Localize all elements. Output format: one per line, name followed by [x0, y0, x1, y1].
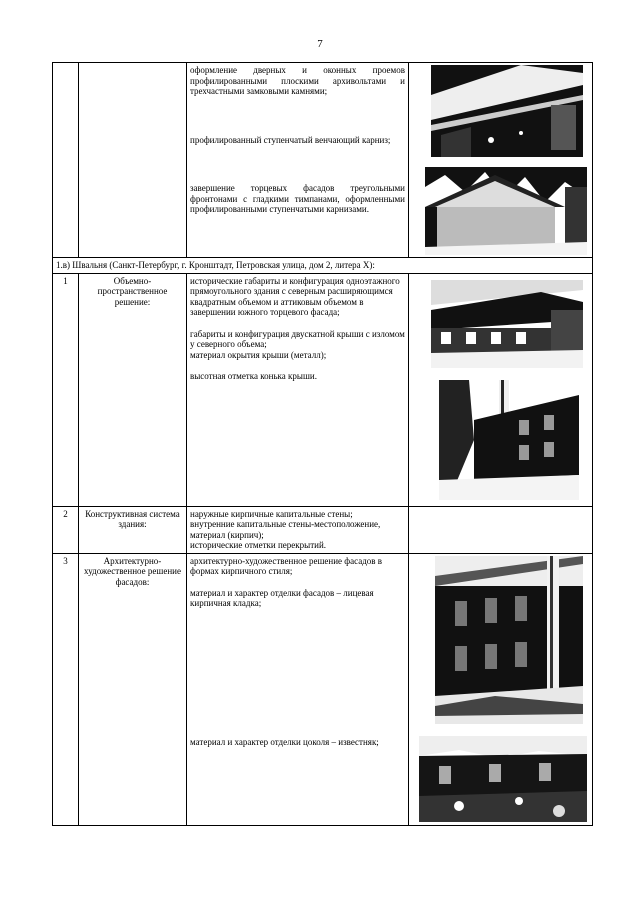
feature-item: внутренние капитальные стены-местоположение, материал (кирпич); [190, 519, 381, 540]
row-number: 3 [53, 553, 79, 825]
section-header: 1.в) Швальня (Санкт-Петербург, г. Кронштадт, Петровская улица, дом 2, литера Х): [53, 258, 593, 274]
feature-item: исторические отметки перекрытий. [190, 540, 327, 550]
facade-photo [431, 65, 583, 157]
feature-item: исторические габариты и конфигурация одноэтажного прямоугольного здания с северным расширяющимся квадратным объемом и аттиковым объемом в завершении южного торцевого фасада; [190, 275, 400, 317]
row-number: 1 [53, 273, 79, 506]
name-cell [79, 63, 187, 258]
feature-item: завершение торцевых фасадов треугольными фронтонами с гладкими тимпанами, оформленными профилированными ступенчатыми карнизами. [190, 183, 405, 214]
section-header-row [53, 258, 593, 274]
feature-item: оформление дверных и оконных проемов профилированными плоскими архивольтами и трехчастными замковыми камнями; [190, 65, 405, 96]
photo-cell [409, 273, 593, 506]
pediment-photo [425, 167, 587, 255]
building-photo [439, 380, 579, 500]
page-number: 7 [317, 38, 323, 50]
continuation-row [53, 63, 593, 258]
facade-photo [435, 556, 583, 724]
description-cell [187, 553, 409, 825]
description-cell [187, 506, 409, 553]
photo-cell [409, 553, 593, 825]
description-cell [187, 273, 409, 506]
feature-item: высотная отметка конька крыши. [190, 371, 317, 381]
table-row [53, 273, 593, 506]
row-name: Архитектурно-художественное решение фасадов: [79, 553, 187, 825]
table-row [53, 506, 593, 553]
row-name: Объемно-пространственное решение: [79, 273, 187, 506]
feature-item: архитектурно-художественное решение фасадов в формах кирпичного стиля; [190, 555, 383, 576]
description-cell [187, 63, 409, 258]
feature-item: профилированный ступенчатый венчающий карниз; [190, 134, 391, 145]
row-number: 2 [53, 506, 79, 553]
plinth-photo [419, 736, 587, 822]
feature-item: материал и характер отделки фасадов – лицевая кирпичная кладка; [190, 587, 374, 608]
table-row [53, 553, 593, 825]
building-photo [431, 280, 583, 368]
feature-item: наружные кирпичные капитальные стены; [190, 508, 353, 519]
feature-item: габариты и конфигурация двускатной крыши с изломом у северного объема; [190, 328, 405, 349]
feature-item: материал и характер отделки цоколя – известняк; [190, 736, 379, 747]
photo-cell [409, 506, 593, 553]
photo-cell [409, 63, 593, 258]
feature-item: материал окрытия крыши (металл); [190, 349, 327, 360]
monument-features-table [52, 62, 593, 826]
row-name: Конструктивная система здания: [79, 506, 187, 553]
num-cell [53, 63, 79, 258]
